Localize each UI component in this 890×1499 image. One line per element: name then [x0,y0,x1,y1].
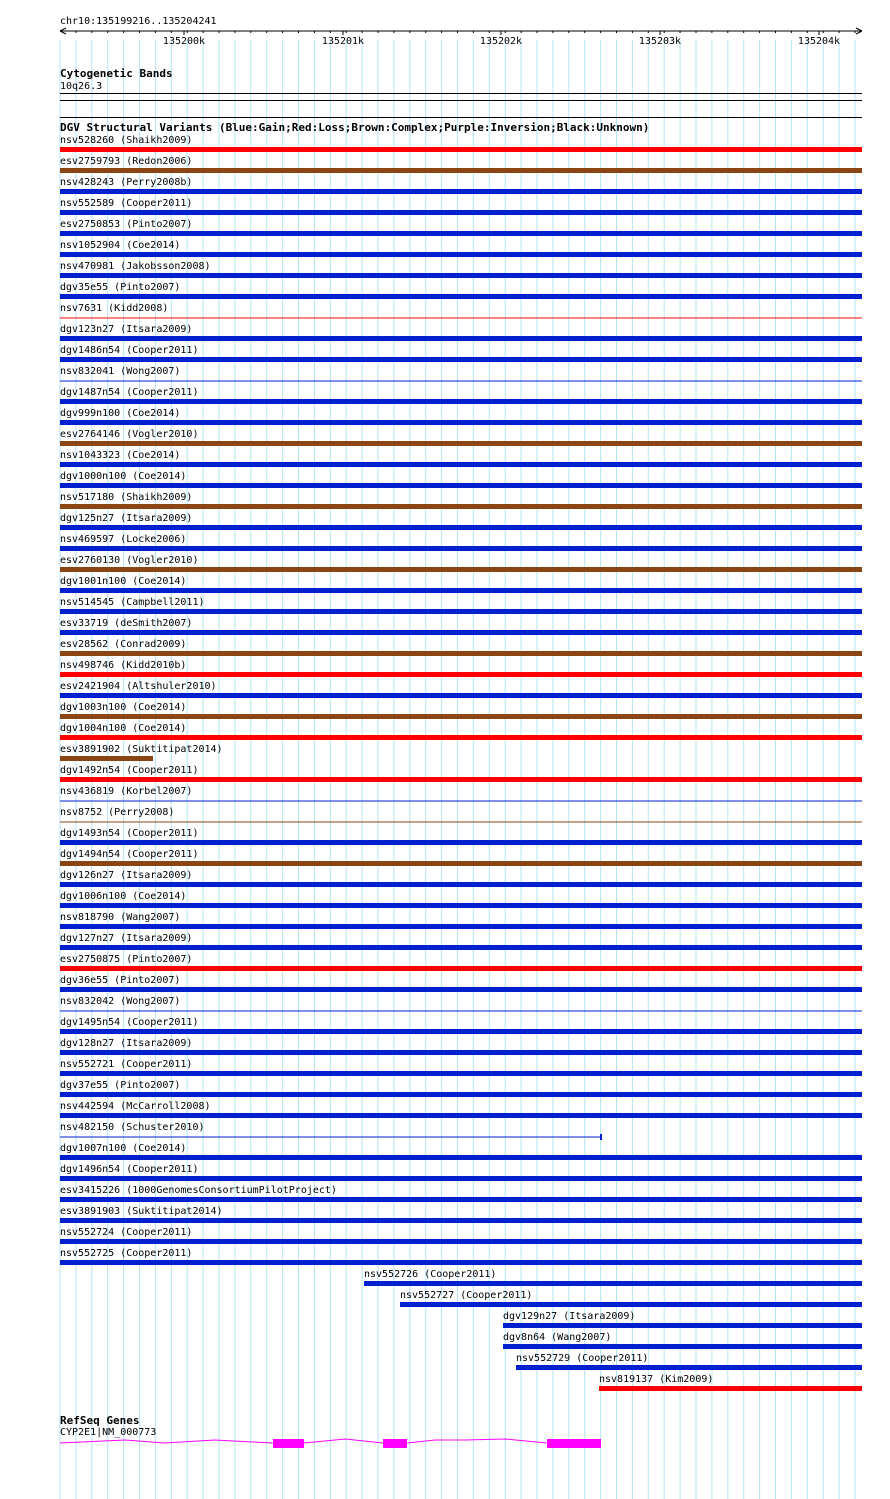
variant-feature[interactable] [60,1164,862,1181]
variant-feature[interactable] [60,240,862,257]
variant-feature[interactable] [60,282,862,299]
variant-feature[interactable] [60,828,862,845]
variant-bar [60,1218,862,1223]
variant-feature[interactable] [60,471,862,488]
variant-bar [60,714,862,719]
variant-bar [60,357,862,362]
variant-label: esv3891902 (Suktitipat2014) [60,744,223,755]
variant-label: nsv552727 (Cooper2011) [400,1290,533,1301]
variant-bar [60,903,862,908]
variant-bar [516,1365,862,1370]
variant-bar [60,147,862,152]
variant-bar [60,987,862,992]
exon-block [547,1439,601,1448]
variant-label: dgv36e55 (Pinto2007) [60,975,181,986]
variant-label: esv2421904 (Altshuler2010) [60,681,217,692]
variant-label: dgv126n27 (Itsara2009) [60,870,193,881]
variant-bar [60,399,862,404]
dgv-track [60,118,862,1392]
variant-bar [60,420,862,425]
variant-bar [60,441,862,446]
variant-label: dgv1004n100 (Coe2014) [60,723,187,734]
exon-block [383,1439,407,1448]
variant-label: dgv128n27 (Itsara2009) [60,1038,193,1049]
variant-feature[interactable] [60,660,862,677]
variant-bar [60,966,862,971]
variant-bar [60,1155,862,1160]
variant-feature[interactable] [60,1248,862,1265]
variant-label: esv3415226 (1000GenomesConsortiumPilotProject) [60,1185,337,1196]
variant-label: dgv1001n100 (Coe2014) [60,576,187,587]
variant-bar [60,924,862,929]
variant-bar [503,1323,862,1328]
variant-label: dgv1492n54 (Cooper2011) [60,765,199,776]
variant-bar [60,861,862,866]
variant-feature[interactable] [60,261,862,278]
variant-label: esv33719 (deSmith2007) [60,618,193,629]
variant-feature[interactable] [599,1374,862,1391]
variant-bar [60,462,862,467]
variant-label: nsv552721 (Cooper2011) [60,1059,193,1070]
variant-label: nsv482150 (Schuster2010) [60,1122,205,1133]
variant-feature[interactable] [364,1269,862,1286]
variant-label: dgv35e55 (Pinto2007) [60,282,181,293]
variant-label: nsv1052904 (Coe2014) [60,240,181,251]
variant-label: dgv125n27 (Itsara2009) [60,513,193,524]
variant-bar [60,840,862,845]
variant-feature[interactable] [60,933,862,950]
variant-feature[interactable] [60,639,862,656]
variant-feature[interactable] [60,744,223,761]
variant-feature[interactable] [60,1227,862,1244]
ruler-ticks [76,31,855,47]
variant-bar [60,1197,862,1202]
variant-feature[interactable] [60,408,862,425]
variant-label: nsv552729 (Cooper2011) [516,1353,649,1364]
variant-feature[interactable] [60,849,862,866]
variant-feature[interactable] [60,534,862,551]
variant-bar [60,882,862,887]
variant-label: nsv470981 (Jakobsson2008) [60,261,211,272]
variant-feature[interactable] [60,513,862,530]
variant-label: nsv442594 (McCarroll2008) [60,1101,211,1112]
variant-label: nsv552726 (Cooper2011) [364,1269,497,1280]
variant-bar [60,231,862,236]
variant-label: esv2760130 (Vogler2010) [60,555,199,566]
variant-label: dgv999n100 (Coe2014) [60,408,181,419]
variant-feature[interactable] [503,1311,862,1328]
variant-feature[interactable] [60,1038,862,1055]
variant-bar [60,1239,862,1244]
variant-feature[interactable] [60,156,862,173]
variant-feature[interactable] [60,1101,862,1118]
variant-feature[interactable] [60,576,862,593]
variant-label: nsv469597 (Locke2006) [60,534,187,545]
variant-label: esv2750875 (Pinto2007) [60,954,193,965]
variant-bar [60,483,862,488]
variant-label: nsv832042 (Wong2007) [60,996,181,1007]
variant-bar [60,273,862,278]
variant-label: nsv818790 (Wang2007) [60,912,181,923]
variant-label: dgv1486n54 (Cooper2011) [60,345,199,356]
variant-label: dgv1493n54 (Cooper2011) [60,828,199,839]
variant-feature[interactable] [60,492,862,509]
ruler-tick-label: 135200k [162,36,206,47]
gene-label[interactable]: CYP2E1|NM_000773 [60,1427,157,1438]
variant-label: nsv436819 (Korbel2007) [60,786,193,797]
variant-label: nsv498746 (Kidd2010b) [60,660,187,671]
variant-feature[interactable] [60,324,862,341]
variant-label: dgv123n27 (Itsara2009) [60,324,193,335]
variant-feature[interactable] [503,1332,862,1349]
variant-bar [60,672,862,677]
variant-feature[interactable] [60,954,862,971]
variant-bar [503,1344,862,1349]
variant-label: nsv552724 (Cooper2011) [60,1227,193,1238]
variant-label: dgv1487n54 (Cooper2011) [60,387,199,398]
variant-label: nsv517180 (Shaikh2009) [60,492,193,503]
variant-bar [60,651,862,656]
variant-feature[interactable] [60,303,862,318]
cytoband-label[interactable]: 10q26.3 [60,81,103,92]
variant-feature[interactable] [60,765,862,782]
variant-label: dgv8n64 (Wang2007) [503,1332,612,1343]
variant-bar [60,504,862,509]
variant-label: nsv428243 (Perry2008b) [60,177,193,188]
variant-label: esv28562 (Conrad2009) [60,639,187,650]
variant-bar [60,945,862,950]
variant-bar [60,189,862,194]
ruler-tick-label: 135201k [321,36,365,47]
variant-bar [60,1176,862,1181]
variant-bar [60,546,862,551]
variant-bar [60,210,862,215]
variant-feature[interactable] [516,1353,862,1370]
variant-feature[interactable] [60,177,862,194]
variant-label: nsv832041 (Wong2007) [60,366,181,377]
variant-bar [60,1113,862,1118]
variant-bar [60,252,862,257]
variant-bar [60,1260,862,1265]
variant-feature[interactable] [60,702,862,719]
ruler-track [60,16,862,47]
variant-label: dgv1000n100 (Coe2014) [60,471,187,482]
variant-label: nsv514545 (Campbell2011) [60,597,205,608]
variant-feature[interactable] [60,366,862,381]
variant-feature[interactable] [60,219,862,236]
variant-feature[interactable] [60,975,862,992]
variant-bar [364,1281,862,1286]
variant-feature[interactable] [400,1290,862,1307]
variant-bar [599,1386,862,1391]
variant-bar [60,1071,862,1076]
variant-bar [60,735,862,740]
variant-bar [60,525,862,530]
variant-feature[interactable] [60,807,862,822]
variant-bar [60,336,862,341]
variant-feature[interactable] [60,387,862,404]
variant-label: nsv8752 (Perry2008) [60,807,175,818]
variant-feature[interactable] [60,198,862,215]
variant-feature[interactable] [60,786,862,801]
variant-feature[interactable] [60,870,862,887]
variant-bar [60,1050,862,1055]
variant-label: dgv1495n54 (Cooper2011) [60,1017,199,1028]
variant-feature[interactable] [60,555,862,572]
variant-feature[interactable] [60,1143,862,1160]
variant-feature[interactable] [60,597,862,614]
variant-label: nsv7631 (Kidd2008) [60,303,169,314]
variant-label: dgv1007n100 (Coe2014) [60,1143,187,1154]
variant-bar [60,1029,862,1034]
variant-label: dgv129n27 (Itsara2009) [503,1311,636,1322]
variant-bar [60,588,862,593]
refseq-track-title: RefSeq Genes [60,1414,140,1427]
ruler-tick-label: 135202k [479,36,523,47]
exon-block [273,1439,304,1448]
variant-bar [60,1092,862,1097]
variant-bar [60,693,862,698]
cytoband-title: Cytogenetic Bands [60,67,173,80]
variant-bar [60,756,153,761]
variant-feature[interactable] [60,1185,862,1202]
variant-label: esv2750853 (Pinto2007) [60,219,193,230]
variant-label: dgv1003n100 (Coe2014) [60,702,187,713]
variant-bar [400,1302,862,1307]
variant-bar [60,777,862,782]
variant-feature[interactable] [60,1017,862,1034]
variant-feature[interactable] [60,429,862,446]
variant-feature[interactable] [60,135,862,152]
variant-feature[interactable] [60,1059,862,1076]
variant-feature[interactable] [60,681,862,698]
variant-label: dgv1494n54 (Cooper2011) [60,849,199,860]
variant-feature[interactable] [60,912,862,929]
variant-bar [60,630,862,635]
variant-bar [60,294,862,299]
variant-feature[interactable] [60,450,862,467]
variant-bar [60,168,862,173]
dgv-track-title: DGV Structural Variants (Blue:Gain;Red:Loss;Brown:Complex;Purple:Inversion;Black:Unknown) [60,121,650,134]
variant-label: nsv552725 (Cooper2011) [60,1248,193,1259]
variant-bar [60,609,862,614]
variant-label: nsv819137 (Kim2009) [599,1374,714,1385]
variant-label: esv3891903 (Suktitipat2014) [60,1206,223,1217]
cytoband-track [60,67,862,101]
variant-feature[interactable] [60,891,862,908]
variant-label: esv2759793 (Redon2006) [60,156,193,167]
variant-feature[interactable] [60,618,862,635]
variant-label: nsv528260 (Shaikh2009) [60,135,193,146]
ruler-tick-label: 135203k [638,36,682,47]
ruler-position-label: chr10:135199216..135204241 [60,16,217,27]
variant-features [60,135,862,1391]
variant-feature[interactable] [60,345,862,362]
variant-label: dgv37e55 (Pinto2007) [60,1080,181,1091]
variant-feature[interactable] [60,996,862,1011]
variant-feature[interactable] [60,723,862,740]
ruler-tick-label: 135204k [797,36,841,47]
variant-bar [60,567,862,572]
variant-label: dgv127n27 (Itsara2009) [60,933,193,944]
variant-label: nsv552589 (Cooper2011) [60,198,193,209]
variant-label: dgv1006n100 (Coe2014) [60,891,187,902]
variant-label: esv2764146 (Vogler2010) [60,429,199,440]
variant-label: dgv1496n54 (Cooper2011) [60,1164,199,1175]
variant-feature[interactable] [60,1206,862,1223]
variant-feature[interactable] [60,1080,862,1097]
variant-label: nsv1043323 (Coe2014) [60,450,181,461]
